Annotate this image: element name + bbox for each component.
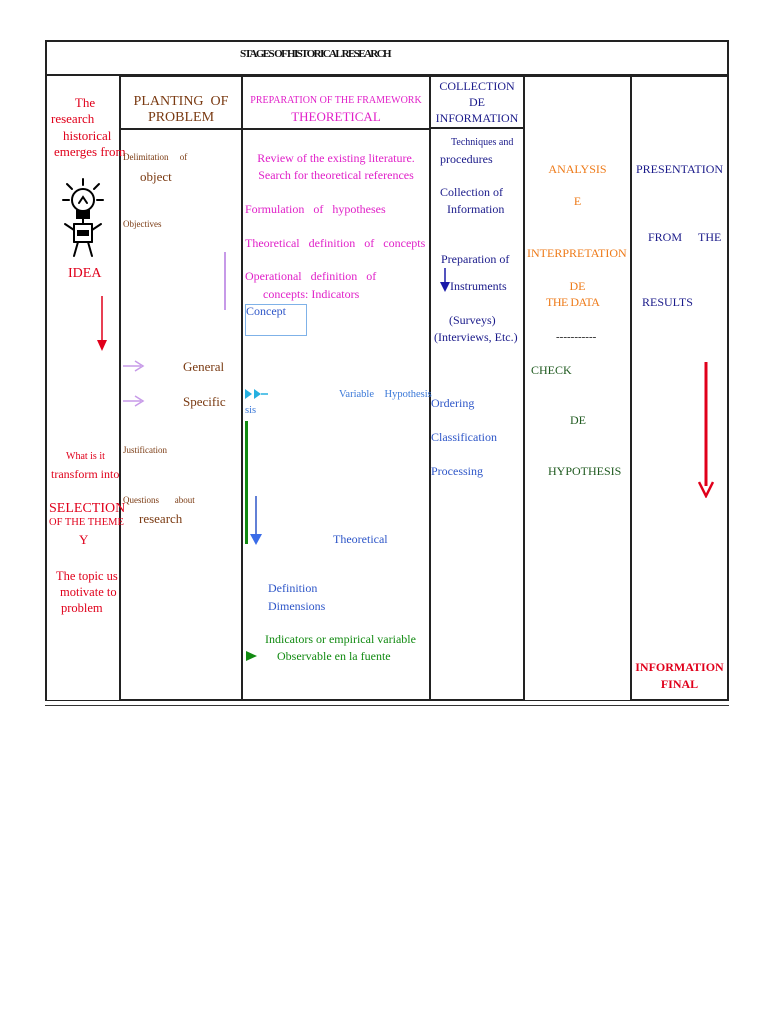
from-label: FROM bbox=[648, 230, 683, 244]
justification-label: Justification bbox=[123, 445, 167, 455]
column-problem bbox=[119, 75, 243, 701]
results-label: RESULTS bbox=[642, 295, 693, 309]
variable-arrow-icon bbox=[245, 388, 269, 400]
check-de-label: DE bbox=[570, 413, 586, 427]
transform-into: transform into bbox=[51, 467, 120, 481]
what-is-it: What is it bbox=[66, 451, 105, 462]
sis-label: sis bbox=[245, 405, 257, 416]
idea-label: IDEA bbox=[68, 266, 102, 281]
research-label: research bbox=[139, 511, 183, 526]
analysis-label: ANALYSIS bbox=[548, 162, 607, 176]
theme-y: Y bbox=[79, 532, 89, 547]
analysis-e-label: E bbox=[573, 194, 582, 208]
origin-line-1: The bbox=[74, 95, 96, 110]
interpretation-de-label: DE bbox=[569, 279, 586, 293]
origin-line-2: research bbox=[51, 111, 95, 126]
problem-header-2: PROBLEM bbox=[147, 110, 215, 125]
the-data-label: THE DATA bbox=[546, 295, 600, 309]
delimitation-label: Delimitation of bbox=[123, 152, 188, 162]
topic-line-3: problem bbox=[61, 601, 103, 615]
bottom-baseline bbox=[45, 705, 729, 706]
origin-line-4: emerges from bbox=[54, 144, 126, 159]
framework-header-2: THEORETICAL bbox=[291, 109, 381, 124]
collection-header-1: COLLECTION bbox=[439, 79, 515, 93]
classification-label: Classification bbox=[431, 430, 497, 444]
information-final-2: FINAL bbox=[660, 677, 699, 691]
topic-line-1: The topic us bbox=[56, 569, 118, 583]
information-final-1: INFORMATION bbox=[635, 660, 724, 674]
preparation-of-label: Preparation of bbox=[441, 252, 510, 266]
check-label: CHECK bbox=[531, 363, 572, 377]
column-collection bbox=[429, 75, 525, 701]
concept-label: Concept bbox=[246, 304, 286, 318]
review-line-1: Review of the existing literature. bbox=[257, 151, 415, 165]
object-label: object bbox=[140, 169, 172, 184]
diagram-title: STAGES OF HISTORICAL RESEARCH bbox=[240, 48, 390, 60]
questions-label: Questions about bbox=[123, 495, 195, 505]
techniques-label: Techniques and bbox=[451, 137, 514, 148]
interpretation-label: INTERPRETATION bbox=[527, 246, 627, 260]
surveys-label: (Surveys) bbox=[449, 313, 496, 327]
problem-header-1: PLANTING OF bbox=[133, 94, 229, 109]
objectives-bracket bbox=[224, 252, 226, 310]
formulation-label: Formulation of hypotheses bbox=[245, 202, 386, 216]
the-label: THE bbox=[698, 230, 722, 244]
objectives-label: Objectives bbox=[123, 219, 162, 229]
dimensions-label: Dimensions bbox=[268, 599, 326, 613]
lightbulb-icon bbox=[62, 178, 104, 260]
observable-arrow-icon bbox=[245, 650, 259, 662]
processing-label: Processing bbox=[431, 464, 483, 478]
definition-label: Definition bbox=[268, 581, 318, 595]
operational-line-2: concepts: Indicators bbox=[263, 287, 360, 301]
review-line-2: Search for theoretical references bbox=[258, 168, 414, 182]
results-down-arrow-icon bbox=[698, 362, 714, 498]
of-the-theme: OF THE THEME bbox=[49, 517, 124, 528]
origin-line-3: historical bbox=[63, 128, 112, 143]
specific-arrow-icon bbox=[123, 395, 145, 407]
theoretical-arrow-icon bbox=[249, 496, 263, 546]
selection-label: SELECTION bbox=[49, 501, 126, 516]
indicators-label: Indicators or empirical variable bbox=[265, 632, 416, 646]
green-vertical-bar bbox=[245, 421, 248, 544]
hypothesis-label: HYPOTHESIS bbox=[548, 464, 622, 478]
instruments-label: Instruments bbox=[450, 279, 507, 293]
presentation-label: PRESENTATION bbox=[636, 162, 724, 176]
down-arrow-icon bbox=[96, 296, 108, 352]
variable-hypothesis-label: Variable Hypothesis bbox=[339, 389, 432, 400]
topic-line-2: motivate to bbox=[60, 585, 117, 599]
header-divider-collection bbox=[429, 127, 525, 129]
specific-label: Specific bbox=[183, 394, 226, 409]
header-divider-problem bbox=[119, 128, 431, 130]
general-arrow-icon bbox=[123, 360, 145, 372]
interviews-label: (Interviews, Etc.) bbox=[434, 330, 518, 344]
dashes-separator: ----------- bbox=[556, 331, 597, 343]
ordering-label: Ordering bbox=[431, 396, 475, 410]
information-label: Information bbox=[447, 202, 505, 216]
general-label: General bbox=[183, 359, 225, 374]
collection-header-3: INFORMATION bbox=[435, 111, 519, 125]
framework-header-1: PREPARATION OF THE FRAMEWORK bbox=[250, 95, 422, 106]
theoretical-def-label: Theoretical definition of concepts bbox=[245, 236, 426, 250]
theoretical-label: Theoretical bbox=[333, 532, 388, 546]
operational-line-1: Operational definition of bbox=[245, 269, 377, 283]
observable-label: Observable en la fuente bbox=[277, 649, 391, 663]
collection-header-2: DE bbox=[469, 95, 485, 109]
collection-of-label: Collection of bbox=[440, 185, 503, 199]
procedures-label: procedures bbox=[440, 152, 493, 166]
